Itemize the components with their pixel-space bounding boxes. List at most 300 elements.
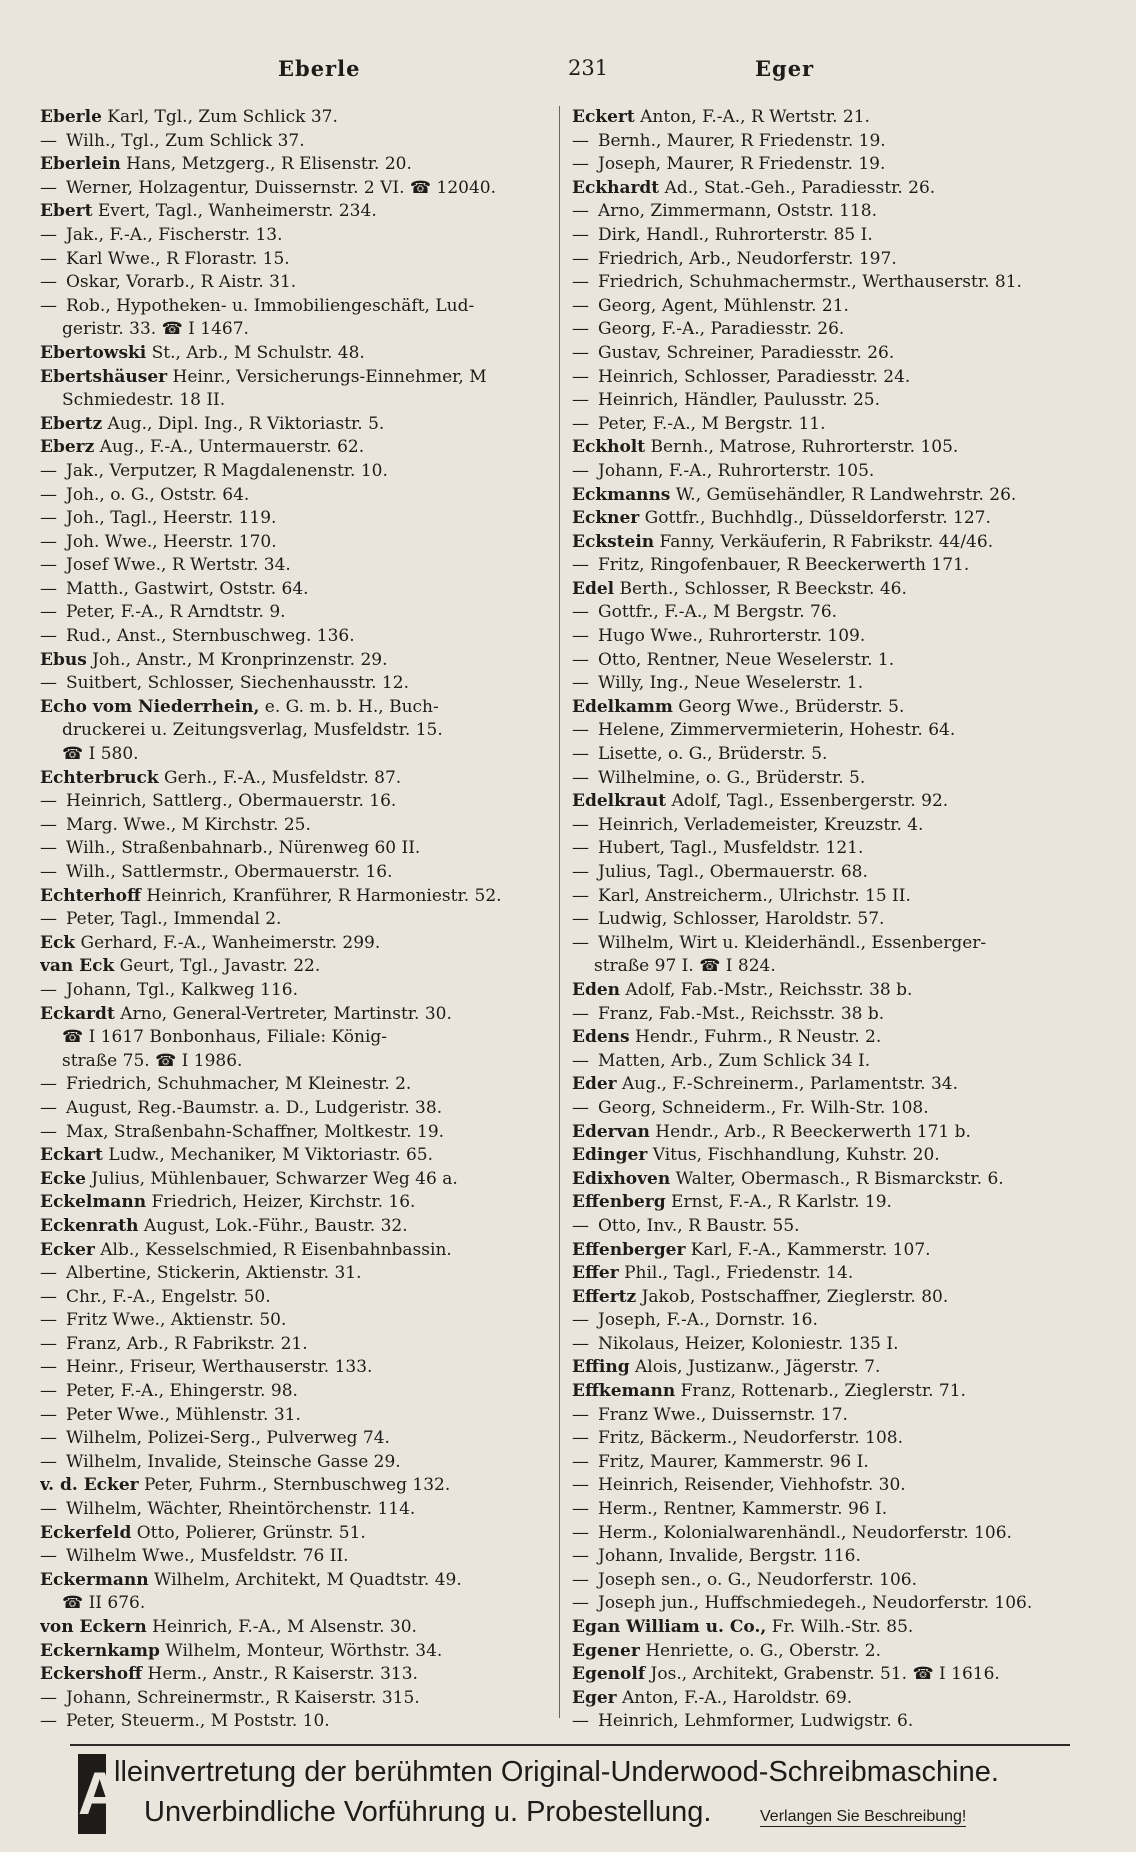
repeat-dash: — bbox=[40, 248, 57, 269]
entry-text: Chr., F.-A., Engelstr. 50. bbox=[66, 1286, 271, 1307]
directory-entry bbox=[40, 1309, 560, 1333]
directory-entry bbox=[40, 1286, 560, 1310]
entry-text: Joh., o. G., Oststr. 64. bbox=[66, 484, 250, 505]
repeat-dash: — bbox=[40, 909, 57, 930]
entry-text: Berth., Schlosser, R Beeckstr. 46. bbox=[614, 578, 907, 599]
entry-surname: Echterhoff bbox=[40, 885, 141, 906]
directory-entry bbox=[572, 719, 1102, 743]
entry-text: Joseph, F.-A., Dornstr. 16. bbox=[598, 1310, 818, 1331]
directory-entry bbox=[572, 955, 1102, 979]
entry-text: Gerhard, F.-A., Wanheimerstr. 299. bbox=[75, 932, 381, 953]
repeat-dash: — bbox=[572, 673, 589, 694]
entry-text: Wilhelm Wwe., Musfeldstr. 76 II. bbox=[66, 1546, 349, 1567]
entry-text: Aug., Dipl. Ing., R Viktoriastr. 5. bbox=[102, 413, 385, 434]
entry-surname: Ebert bbox=[40, 201, 93, 222]
repeat-dash: — bbox=[572, 130, 589, 151]
directory-entry bbox=[572, 790, 1102, 814]
repeat-dash: — bbox=[40, 272, 57, 293]
entry-text: Werner, Holzagentur, Duissernstr. 2 VI. ☎ 12040. bbox=[66, 177, 496, 198]
entry-text: Gottfr., Buchhdlg., Düsseldorferstr. 127. bbox=[639, 508, 991, 529]
directory-entry bbox=[40, 1050, 560, 1074]
entry-surname: Egenolf bbox=[572, 1664, 646, 1685]
directory-entry bbox=[572, 1026, 1102, 1050]
directory-entry bbox=[572, 1687, 1102, 1711]
repeat-dash: — bbox=[40, 1286, 57, 1307]
repeat-dash: — bbox=[572, 1569, 589, 1590]
directory-entry bbox=[40, 1451, 560, 1475]
entry-surname: Edel bbox=[572, 578, 615, 599]
entry-text: Karl, Anstreicherm., Ulrichstr. 15 II. bbox=[598, 885, 911, 906]
directory-entry bbox=[572, 837, 1102, 861]
entry-text: Georg Wwe., Brüderstr. 5. bbox=[672, 696, 905, 717]
entry-text: Rob., Hypotheken- u. Immobiliengeschäft, Lud- bbox=[66, 295, 475, 316]
repeat-dash: — bbox=[40, 224, 57, 245]
repeat-dash: — bbox=[40, 1074, 57, 1095]
entry-text: Fritz, Maurer, Kammerstr. 96 I. bbox=[598, 1451, 869, 1472]
directory-entry bbox=[40, 1616, 560, 1640]
repeat-dash: — bbox=[40, 1711, 57, 1732]
repeat-dash: — bbox=[40, 1451, 57, 1472]
entry-surname: Eckermann bbox=[40, 1569, 149, 1590]
repeat-dash: — bbox=[572, 720, 589, 741]
repeat-dash: — bbox=[40, 862, 57, 882]
directory-entry bbox=[572, 1333, 1102, 1357]
entry-text: Hugo Wwe., Ruhrorterstr. 109. bbox=[598, 626, 866, 647]
directory-entry bbox=[572, 649, 1102, 673]
directory-entry bbox=[40, 318, 560, 342]
entry-surname: Eger bbox=[572, 1687, 617, 1708]
entry-text: Joseph, Maurer, R Friedenstr. 19. bbox=[598, 154, 886, 175]
repeat-dash: — bbox=[40, 531, 57, 552]
entry-surname: Eckershoff bbox=[40, 1664, 143, 1685]
directory-entry bbox=[572, 507, 1102, 531]
entry-text: Ad., Stat.-Geh., Paradiesstr. 26. bbox=[659, 177, 936, 198]
entry-surname: Eckelmann bbox=[40, 1192, 147, 1213]
repeat-dash: — bbox=[572, 319, 589, 340]
entry-text: W., Gemüsehändler, R Landwehrstr. 26. bbox=[670, 484, 1017, 505]
entry-text: e. G. m. b. H., Buch- bbox=[259, 696, 439, 717]
directory-entry bbox=[40, 601, 560, 625]
entry-text: Peter, F.-A., Ehingerstr. 98. bbox=[66, 1381, 298, 1402]
directory-entry bbox=[572, 248, 1102, 272]
entry-surname: Ecke bbox=[40, 1168, 86, 1189]
directory-entry bbox=[40, 1474, 560, 1498]
entry-surname: Eckner bbox=[572, 508, 640, 529]
entry-surname: Eckart bbox=[40, 1145, 103, 1166]
directory-entry bbox=[40, 790, 560, 814]
directory-entry bbox=[572, 1569, 1102, 1593]
repeat-dash: — bbox=[572, 1428, 589, 1449]
directory-entry bbox=[572, 1191, 1102, 1215]
directory-entry bbox=[572, 413, 1102, 437]
entry-surname: Edixhoven bbox=[572, 1168, 671, 1189]
entry-text: Heinrich, F.-A., M Alsenstr. 30. bbox=[146, 1617, 417, 1637]
entry-text: Wilh., Tgl., Zum Schlick 37. bbox=[66, 130, 305, 151]
directory-entry bbox=[40, 1592, 560, 1616]
entry-text: Hendr., Fuhrm., R Neustr. 2. bbox=[629, 1027, 882, 1048]
entry-text: straße 97 I. ☎ I 824. bbox=[594, 956, 776, 977]
repeat-dash: — bbox=[572, 1593, 589, 1614]
entry-text: Gerh., F.-A., Musfeldstr. 87. bbox=[158, 767, 402, 788]
directory-entry bbox=[40, 1687, 560, 1711]
entry-text: Lisette, o. G., Brüderstr. 5. bbox=[598, 744, 828, 765]
entry-text: Dirk, Handl., Ruhrorterstr. 85 I. bbox=[598, 224, 873, 245]
directory-entry bbox=[572, 1380, 1102, 1404]
entry-text: Geurt, Tgl., Javastr. 22. bbox=[114, 956, 321, 977]
entry-surname: Edens bbox=[572, 1027, 630, 1048]
directory-entry bbox=[40, 1097, 560, 1121]
directory-entry bbox=[572, 601, 1102, 625]
entry-text: Jakob, Postschaffner, Zieglerstr. 80. bbox=[636, 1286, 949, 1307]
entry-surname: Edinger bbox=[572, 1145, 648, 1166]
entry-text: Joh. Wwe., Heerstr. 170. bbox=[66, 531, 277, 552]
entry-surname: von Eckern bbox=[40, 1617, 147, 1637]
entry-text: Peter, F.-A., M Bergstr. 11. bbox=[598, 413, 826, 434]
repeat-dash: — bbox=[40, 130, 57, 151]
directory-entry bbox=[572, 1427, 1102, 1451]
entry-surname: Echterbruck bbox=[40, 767, 159, 788]
entry-text: Suitbert, Schlosser, Siechenhausstr. 12. bbox=[66, 673, 409, 694]
entry-text: Adolf, Tagl., Essenbergerstr. 92. bbox=[666, 791, 949, 812]
repeat-dash: — bbox=[40, 460, 57, 481]
directory-entry bbox=[40, 1640, 560, 1664]
entry-surname: Eberlein bbox=[40, 154, 121, 175]
entry-text: Matth., Gastwirt, Oststr. 64. bbox=[66, 578, 309, 599]
entry-text: Henriette, o. G., Oberstr. 2. bbox=[639, 1640, 881, 1661]
repeat-dash: — bbox=[40, 484, 57, 505]
repeat-dash: — bbox=[572, 272, 589, 293]
entry-text: ☎ I 1617 Bonbonhaus, Filiale: König- bbox=[62, 1027, 388, 1048]
directory-entry bbox=[40, 366, 560, 390]
entry-text: Wilhelm, Wächter, Rheintörchenstr. 114. bbox=[66, 1499, 416, 1520]
directory-entry bbox=[40, 507, 560, 531]
entry-text: Fr. Wilh.-Str. 85. bbox=[766, 1617, 914, 1637]
repeat-dash: — bbox=[40, 673, 57, 694]
entry-surname: Effenberger bbox=[572, 1239, 686, 1260]
directory-entry bbox=[572, 271, 1102, 295]
directory-entry bbox=[572, 318, 1102, 342]
entry-text: Aug., F.-Schreinerm., Parlamentstr. 34. bbox=[616, 1074, 958, 1095]
directory-entry bbox=[572, 436, 1102, 460]
repeat-dash: — bbox=[40, 1546, 57, 1567]
directory-entry bbox=[572, 1262, 1102, 1286]
entry-text: Joh., Tagl., Heerstr. 119. bbox=[66, 508, 277, 529]
directory-entry bbox=[572, 861, 1102, 885]
directory-entry bbox=[572, 1003, 1102, 1027]
entry-surname: Eden bbox=[572, 979, 621, 1000]
page-number: 231 bbox=[568, 56, 609, 80]
entry-text: Johann, F.-A., Ruhrorterstr. 105. bbox=[598, 460, 875, 481]
repeat-dash: — bbox=[572, 885, 589, 906]
directory-entry bbox=[40, 177, 560, 201]
entry-text: Marg. Wwe., M Kirchstr. 25. bbox=[66, 814, 311, 835]
directory-entry bbox=[572, 200, 1102, 224]
entry-surname: Eck bbox=[40, 932, 76, 953]
entry-text: Bernh., Matrose, Ruhrorterstr. 105. bbox=[645, 437, 959, 458]
repeat-dash: — bbox=[572, 460, 589, 481]
entry-text: Max, Straßenbahn-Schaffner, Moltkestr. 19. bbox=[66, 1121, 445, 1142]
entry-surname: v. d. Ecker bbox=[40, 1475, 139, 1496]
entry-text: Joseph sen., o. G., Neudorferstr. 106. bbox=[598, 1569, 918, 1590]
directory-entry bbox=[572, 460, 1102, 484]
directory-entry bbox=[572, 130, 1102, 154]
entry-text: geristr. 33. ☎ I 1467. bbox=[62, 319, 249, 340]
repeat-dash: — bbox=[572, 814, 589, 835]
directory-entry bbox=[572, 885, 1102, 909]
directory-entry bbox=[572, 531, 1102, 555]
directory-entry bbox=[40, 767, 560, 791]
directory-entry bbox=[572, 1616, 1102, 1640]
repeat-dash: — bbox=[572, 248, 589, 269]
directory-entry bbox=[572, 814, 1102, 838]
repeat-dash: — bbox=[40, 979, 57, 1000]
entry-text: Hendr., Arb., R Beeckerwerth 171 b. bbox=[649, 1121, 971, 1142]
entry-text: Ernst, F.-A., R Karlstr. 19. bbox=[665, 1192, 892, 1213]
entry-text: Peter, Steuerm., M Poststr. 10. bbox=[66, 1711, 330, 1732]
entry-text: Phil., Tagl., Friedenstr. 14. bbox=[618, 1263, 854, 1284]
repeat-dash: — bbox=[572, 1310, 589, 1331]
directory-entry bbox=[572, 484, 1102, 508]
repeat-dash: — bbox=[40, 1357, 57, 1378]
repeat-dash: — bbox=[572, 1522, 589, 1543]
entry-text: Alois, Justizanw., Jägerstr. 7. bbox=[629, 1357, 881, 1378]
entry-text: Gustav, Schreiner, Paradiesstr. 26. bbox=[598, 342, 895, 363]
directory-entry bbox=[40, 1073, 560, 1097]
entry-surname: Effkemann bbox=[572, 1381, 676, 1402]
entry-text: August, Lok.-Führ., Baustr. 32. bbox=[138, 1215, 408, 1236]
directory-entry bbox=[572, 1522, 1102, 1546]
directory-entry bbox=[40, 436, 560, 460]
entry-surname: Eckernkamp bbox=[40, 1640, 160, 1661]
repeat-dash: — bbox=[572, 602, 589, 623]
entry-text: Joseph jun., Huffschmiedegeh., Neudorferstr. 106. bbox=[598, 1593, 1033, 1614]
entry-text: Herm., Rentner, Kammerstr. 96 I. bbox=[598, 1499, 888, 1520]
directory-entry bbox=[572, 767, 1102, 791]
directory-entry bbox=[40, 130, 560, 154]
entry-text: Fritz Wwe., Aktienstr. 50. bbox=[66, 1310, 287, 1331]
ad-line-1: lleinvertretung der berühmten Original-Underwood-Schreibmaschine. bbox=[114, 1756, 999, 1788]
entry-text: St., Arb., M Schulstr. 48. bbox=[146, 342, 365, 363]
repeat-dash: — bbox=[40, 1263, 57, 1284]
entry-surname: van Eck bbox=[40, 956, 115, 977]
repeat-dash: — bbox=[572, 1050, 589, 1071]
repeat-dash: — bbox=[572, 201, 589, 222]
entry-text: Adolf, Fab.-Mstr., Reichsstr. 38 b. bbox=[620, 979, 913, 1000]
entry-surname: Eckstein bbox=[572, 531, 655, 552]
entry-text: Bernh., Maurer, R Friedenstr. 19. bbox=[598, 130, 886, 151]
entry-text: Peter, Fuhrm., Sternbuschweg 132. bbox=[138, 1475, 451, 1496]
directory-entry bbox=[572, 1144, 1102, 1168]
entry-surname: Effer bbox=[572, 1263, 619, 1284]
repeat-dash: — bbox=[40, 1499, 57, 1520]
entry-text: Otto, Rentner, Neue Weselerstr. 1. bbox=[598, 649, 895, 670]
directory-entry bbox=[40, 1239, 560, 1263]
entry-text: Julius, Mühlenbauer, Schwarzer Weg 46 a. bbox=[85, 1168, 458, 1189]
repeat-dash: — bbox=[572, 555, 589, 576]
entry-text: Heinrich, Sattlerg., Obermauerstr. 16. bbox=[66, 791, 397, 812]
entry-text: Georg, F.-A., Paradiesstr. 26. bbox=[598, 319, 845, 340]
directory-entry bbox=[40, 719, 560, 743]
ad-line-3: Verlangen Sie Beschreibung! bbox=[760, 1808, 967, 1825]
repeat-dash: — bbox=[572, 909, 589, 930]
directory-entry bbox=[572, 153, 1102, 177]
repeat-dash: — bbox=[572, 626, 589, 647]
directory-entry bbox=[572, 1592, 1102, 1616]
entry-text: Friedrich, Arb., Neudorferstr. 197. bbox=[598, 248, 897, 269]
entry-surname: Ebertshäuser bbox=[40, 366, 168, 387]
repeat-dash: — bbox=[40, 791, 57, 812]
entry-text: Heinrich, Händler, Paulusstr. 25. bbox=[598, 390, 880, 411]
directory-entry bbox=[40, 1026, 560, 1050]
entry-surname: Ebertowski bbox=[40, 342, 147, 363]
entry-text: Fritz, Ringofenbauer, R Beeckerwerth 171. bbox=[598, 555, 970, 576]
directory-entry bbox=[40, 1404, 560, 1428]
directory-entry bbox=[572, 342, 1102, 366]
directory-entry bbox=[40, 1522, 560, 1546]
repeat-dash: — bbox=[40, 838, 57, 859]
entry-text: Friedrich, Heizer, Kirchstr. 16. bbox=[146, 1192, 416, 1213]
repeat-dash: — bbox=[40, 602, 57, 623]
entry-text: Karl, Tgl., Zum Schlick 37. bbox=[101, 107, 338, 127]
directory-entry bbox=[40, 1144, 560, 1168]
directory-entry bbox=[40, 861, 560, 885]
repeat-dash: — bbox=[572, 649, 589, 670]
repeat-dash: — bbox=[40, 1333, 57, 1354]
directory-entry bbox=[40, 389, 560, 413]
directory-entry bbox=[40, 1333, 560, 1357]
directory-entry bbox=[40, 955, 560, 979]
entry-text: Gottfr., F.-A., M Bergstr. 76. bbox=[598, 602, 838, 623]
repeat-dash: — bbox=[40, 295, 57, 316]
directory-entry bbox=[572, 295, 1102, 319]
directory-entry bbox=[40, 1215, 560, 1239]
directory-entry bbox=[40, 1663, 560, 1687]
entry-text: Alb., Kesselschmied, R Eisenbahnbassin. bbox=[94, 1239, 452, 1260]
entry-text: Wilhelm, Polizei-Serg., Pulverweg 74. bbox=[66, 1428, 390, 1449]
entry-text: August, Reg.-Baumstr. a. D., Ludgeristr. 38. bbox=[66, 1097, 443, 1118]
repeat-dash: — bbox=[572, 767, 589, 788]
repeat-dash: — bbox=[572, 1475, 589, 1496]
directory-entry bbox=[40, 908, 560, 932]
directory-entry bbox=[572, 743, 1102, 767]
directory-entry bbox=[572, 1050, 1102, 1074]
repeat-dash: — bbox=[572, 366, 589, 387]
directory-entry bbox=[40, 649, 560, 673]
directory-entry bbox=[572, 1239, 1102, 1263]
directory-entry bbox=[40, 625, 560, 649]
repeat-dash: — bbox=[40, 1428, 57, 1449]
entry-surname: Egan William u. Co., bbox=[572, 1617, 767, 1637]
repeat-dash: — bbox=[572, 1404, 589, 1425]
entry-text: Georg, Agent, Mühlenstr. 21. bbox=[598, 295, 849, 316]
entry-surname: Eder bbox=[572, 1074, 617, 1095]
directory-entry bbox=[572, 1309, 1102, 1333]
entry-surname: Eckenrath bbox=[40, 1215, 139, 1236]
directory-entry bbox=[40, 271, 560, 295]
repeat-dash: — bbox=[40, 1687, 57, 1708]
entry-text: Heinrich, Verlademeister, Kreuzstr. 4. bbox=[598, 814, 924, 835]
entry-text: Nikolaus, Heizer, Koloniestr. 135 I. bbox=[598, 1333, 899, 1354]
entry-text: Johann, Tgl., Kalkweg 116. bbox=[66, 979, 299, 1000]
repeat-dash: — bbox=[572, 154, 589, 175]
directory-entry bbox=[572, 1215, 1102, 1239]
entry-surname: Eckardt bbox=[40, 1003, 115, 1024]
entry-surname: Effenberg bbox=[572, 1192, 666, 1213]
entry-text: Joh., Anstr., M Kronprinzenstr. 29. bbox=[86, 649, 388, 670]
directory-entry bbox=[572, 1168, 1102, 1192]
directory-entry bbox=[40, 1427, 560, 1451]
entry-text: Otto, Inv., R Baustr. 55. bbox=[598, 1215, 800, 1236]
directory-entry bbox=[572, 672, 1102, 696]
entry-text: Heinrich, Kranführer, R Harmoniestr. 52. bbox=[140, 885, 502, 906]
repeat-dash: — bbox=[572, 413, 589, 434]
entry-surname: Eberz bbox=[40, 437, 95, 458]
directory-entry bbox=[40, 1356, 560, 1380]
entry-text: Franz, Fab.-Mst., Reichsstr. 38 b. bbox=[598, 1003, 885, 1024]
directory-entry bbox=[572, 1073, 1102, 1097]
entry-text: Heinr., Friseur, Werthauserstr. 133. bbox=[66, 1357, 373, 1378]
directory-entry bbox=[40, 1569, 560, 1593]
entry-text: Otto, Polierer, Grünstr. 51. bbox=[131, 1522, 366, 1543]
entry-text: Wilhelm, Monteur, Wörthstr. 34. bbox=[159, 1640, 443, 1661]
entry-text: Karl, F.-A., Kammerstr. 107. bbox=[685, 1239, 931, 1260]
directory-entry bbox=[572, 366, 1102, 390]
directory-entry bbox=[572, 1474, 1102, 1498]
directory-entry bbox=[40, 460, 560, 484]
entry-text: Jos., Architekt, Grabenstr. 51. ☎ I 1616. bbox=[645, 1664, 1000, 1685]
entry-surname: Edelkamm bbox=[572, 696, 673, 717]
entry-text: Herm., Kolonialwarenhändl., Neudorferstr. 106. bbox=[598, 1522, 1012, 1543]
header-left-keyword: Eberle bbox=[278, 56, 361, 81]
directory-entry bbox=[572, 979, 1102, 1003]
entry-text: Heinr., Versicherungs-Einnehmer, M bbox=[167, 366, 487, 387]
repeat-dash: — bbox=[40, 1121, 57, 1142]
repeat-dash: — bbox=[40, 1381, 57, 1402]
entry-text: Rud., Anst., Sternbuschweg. 136. bbox=[66, 626, 355, 647]
entry-text: Albertine, Stickerin, Aktienstr. 31. bbox=[66, 1263, 362, 1284]
entry-text: ☎ I 580. bbox=[62, 744, 139, 765]
repeat-dash: — bbox=[572, 224, 589, 245]
directory-entry bbox=[572, 1663, 1102, 1687]
entry-text: Heinrich, Reisender, Viehhofstr. 30. bbox=[598, 1475, 906, 1496]
directory-entry bbox=[40, 1168, 560, 1192]
directory-entry bbox=[572, 1710, 1102, 1734]
advertisement-banner bbox=[70, 1744, 1070, 1846]
repeat-dash: — bbox=[40, 177, 57, 198]
entry-surname: Eckerfeld bbox=[40, 1522, 132, 1543]
repeat-dash: — bbox=[572, 1546, 589, 1567]
directory-entry bbox=[572, 908, 1102, 932]
entry-text: Walter, Obermasch., R Bismarckstr. 6. bbox=[670, 1168, 1004, 1189]
entry-text: Georg, Schneiderm., Fr. Wilh-Str. 108. bbox=[598, 1097, 929, 1118]
entry-text: Peter Wwe., Mühlenstr. 31. bbox=[66, 1404, 301, 1425]
entry-text: Friedrich, Schuhmachermstr., Werthauserstr. 81. bbox=[598, 272, 1022, 293]
entry-text: Heinrich, Lehmformer, Ludwigstr. 6. bbox=[598, 1711, 914, 1732]
repeat-dash: — bbox=[572, 932, 589, 953]
entry-surname: Eckhardt bbox=[572, 177, 660, 198]
repeat-dash: — bbox=[572, 1499, 589, 1520]
directory-entry bbox=[40, 224, 560, 248]
entry-text: Anton, F.-A., Haroldstr. 69. bbox=[616, 1687, 853, 1708]
directory-entry bbox=[572, 1640, 1102, 1664]
entry-text: Jak., F.-A., Fischerstr. 13. bbox=[66, 224, 283, 245]
directory-entry bbox=[40, 837, 560, 861]
right-column bbox=[572, 106, 1102, 1734]
entry-surname: Effertz bbox=[572, 1286, 637, 1307]
directory-entry bbox=[572, 578, 1102, 602]
directory-entry bbox=[572, 932, 1102, 956]
entry-text: Julius, Tagl., Obermauerstr. 68. bbox=[598, 862, 868, 882]
